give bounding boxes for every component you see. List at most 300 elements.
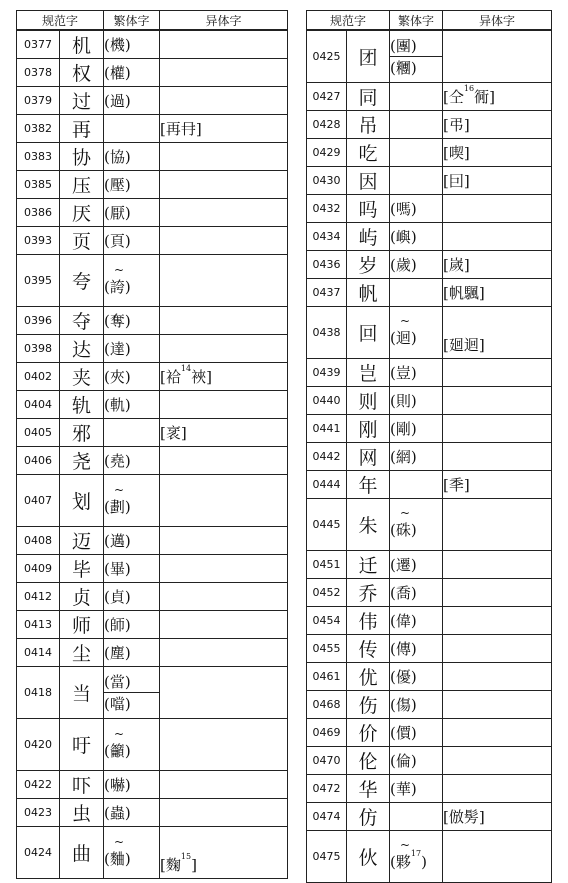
traditional-character: (傳) [390,639,417,658]
traditional-character: (奪) [104,312,131,330]
entry-number: 0444 [307,470,347,498]
traditional-character: (蟲) [104,804,131,822]
header-row [17,11,288,31]
table-row [307,358,552,386]
traditional-form [390,442,443,470]
traditional-form [390,414,443,442]
variant-form [160,827,288,879]
table-row [307,110,552,138]
variant-form [443,830,552,882]
traditional-character: (噹) [104,692,159,714]
entry-number: 0470 [307,746,347,774]
variant-characters: [囙] [443,171,470,190]
left-table-body [17,30,288,879]
entry-number: 0402 [17,363,60,391]
variant-form [443,690,552,718]
table-row [17,59,288,87]
entry-number: 0437 [307,278,347,306]
traditional-character: (軌) [104,396,131,414]
entry-number: 0422 [17,771,60,799]
traditional-form [390,222,443,250]
entry-number: 0441 [307,414,347,442]
variant-form [160,307,288,335]
table-row [307,802,552,830]
traditional-form [104,87,160,115]
table-row [17,199,288,227]
variant-suffix: ] [191,856,197,874]
table-row [17,827,288,879]
standard-character: 机 [60,30,104,59]
traditional-form [390,498,443,550]
standard-character: 贞 [60,583,104,611]
traditional-form [390,194,443,222]
variant-suffix: 裌] [191,368,212,386]
entry-number: 0393 [17,227,60,255]
traditional-character: (迴) [390,329,417,347]
traditional-form [104,363,160,391]
table-row [307,166,552,194]
footnote-number: 15 [180,852,192,861]
traditional-character: (則) [390,391,417,410]
traditional-form [104,771,160,799]
traditional-form [390,774,443,802]
entry-number: 0455 [307,634,347,662]
header-variant: 异体字 [160,11,288,31]
traditional-character: (堯) [104,452,131,470]
variant-form [160,583,288,611]
standard-character: 岂 [347,358,390,386]
variant-form [160,59,288,87]
traditional-form [104,199,160,227]
traditional-character: (達) [104,340,131,358]
table-row [307,662,552,690]
traditional-form [104,447,160,475]
traditional-character: (嶼) [390,227,417,246]
traditional-form [104,527,160,555]
table-row [17,611,288,639]
table-row [307,550,552,578]
table-row [307,30,552,82]
table-row [17,363,288,391]
variant-form [160,555,288,583]
traditional-form [104,227,160,255]
entry-number: 0406 [17,447,60,475]
variant-form [443,386,552,414]
traditional-form [104,799,160,827]
standard-character: 刚 [347,414,390,442]
entry-number: 0423 [17,799,60,827]
standard-character: 价 [347,718,390,746]
traditional-form [390,606,443,634]
table-row [307,498,552,550]
traditional-character: (厭) [104,204,131,222]
traditional-form [104,719,160,771]
variant-form [443,606,552,634]
variant-characters: [袷 [160,368,181,386]
traditional-character: (邁) [104,532,131,550]
traditional-form [390,82,443,110]
table-row [307,138,552,166]
standard-character: 夺 [60,307,104,335]
variant-form [160,87,288,115]
variant-form [160,771,288,799]
header-traditional: 繁体字 [390,11,443,31]
standard-character: 迈 [60,527,104,555]
table-row [17,143,288,171]
traditional-form [390,166,443,194]
variant-form [443,662,552,690]
entry-number: 0442 [307,442,347,470]
variant-form [443,30,552,82]
traditional-form [390,250,443,278]
variant-form [160,719,288,771]
traditional-form [390,386,443,414]
header-row [307,11,552,31]
variant-form [443,774,552,802]
standard-character: 压 [60,171,104,199]
variant-form [443,442,552,470]
variant-form [443,802,552,830]
variant-form [443,414,552,442]
traditional-form [104,611,160,639]
traditional-form [104,391,160,419]
variant-form [443,470,552,498]
variant-form [443,278,552,306]
traditional-character: (籲) [104,741,131,760]
variant-form [160,475,288,527]
entry-number: 0468 [307,690,347,718]
traditional-character: (塵) [104,644,131,662]
footnote-number: 16 [463,83,475,93]
entry-number: 0425 [307,30,347,82]
standard-character: 师 [60,611,104,639]
traditional-form [104,143,160,171]
entry-number: 0434 [307,222,347,250]
entry-number: 0445 [307,498,347,550]
traditional-form [390,830,443,882]
traditional-form [390,634,443,662]
variant-form [160,611,288,639]
traditional-character: (夾) [104,368,131,386]
traditional-character: (師) [104,616,131,634]
standard-character: 同 [347,82,390,110]
traditional-character: (協) [104,148,131,166]
entry-number: 0428 [307,110,347,138]
traditional-character: (華) [390,779,417,798]
traditional-form [104,419,160,447]
variant-form [443,718,552,746]
variant-form [160,335,288,363]
standard-character: 屿 [347,222,390,250]
table-row [17,30,288,59]
traditional-character: (嗎) [390,199,417,218]
traditional-form [390,30,443,82]
traditional-form [390,718,443,746]
standard-character: 仿 [347,802,390,830]
entry-number: 0409 [17,555,60,583]
standard-character: 传 [347,634,390,662]
entry-number: 0414 [17,639,60,667]
table-row [17,391,288,419]
entry-number: 0383 [17,143,60,171]
entry-number: 0377 [17,30,60,59]
traditional-character: (硃) [390,521,417,539]
standard-character: 过 [60,87,104,115]
standard-character: 迁 [347,550,390,578]
variant-form [160,30,288,59]
traditional-form [390,306,443,358]
variant-form [443,306,552,358]
variant-characters: [麴 [160,856,181,874]
standard-character: 吁 [60,719,104,771]
variant-characters: [倣髣] [443,807,485,826]
variant-form [160,419,288,447]
traditional-character: (嚇) [104,776,131,794]
entry-number: 0395 [17,255,60,307]
traditional-form [104,255,160,307]
variant-form [160,667,288,719]
standard-character: 毕 [60,555,104,583]
entry-number: 0420 [17,719,60,771]
table-row [17,115,288,143]
variant-form [443,250,552,278]
standard-character: 团 [347,30,390,82]
standard-character: 夹 [60,363,104,391]
traditional-form [390,690,443,718]
entry-number: 0413 [17,611,60,639]
right-table-body [307,30,552,882]
table-row [17,419,288,447]
standard-character: 再 [60,115,104,143]
traditional-character: (網) [390,447,417,466]
header-traditional: 繁体字 [104,11,160,31]
variant-form [443,82,552,110]
entry-number: 0404 [17,391,60,419]
table-row [307,442,552,470]
entry-number: 0440 [307,386,347,414]
standard-character: 权 [60,59,104,87]
entry-number: 0405 [17,419,60,447]
standard-character: 岁 [347,250,390,278]
entry-number: 0436 [307,250,347,278]
traditional-character: (團) [390,36,417,55]
traditional-form [104,59,160,87]
table-row [307,634,552,662]
traditional-character: (偉) [390,611,417,630]
tilde-mark: ~ [114,726,125,741]
table-row [17,335,288,363]
traditional-form [104,115,160,143]
traditional-character: (糰) [390,56,442,78]
entry-number: 0385 [17,171,60,199]
table-row [307,774,552,802]
traditional-form [104,30,160,59]
tilde-mark: ~ [114,262,125,277]
variant-form [160,199,288,227]
entry-number: 0382 [17,115,60,143]
traditional-form [104,555,160,583]
entry-number: 0418 [17,667,60,719]
table-row [307,606,552,634]
traditional-form [104,475,160,527]
entry-number: 0386 [17,199,60,227]
entry-number: 0472 [307,774,347,802]
entry-number: 0432 [307,194,347,222]
traditional-form [390,802,443,830]
table-row [17,475,288,527]
variant-form [160,391,288,419]
standard-character: 尧 [60,447,104,475]
traditional-form [104,639,160,667]
standard-character: 吗 [347,194,390,222]
entry-number: 0430 [307,166,347,194]
standard-character: 吃 [347,138,390,166]
table-row [17,799,288,827]
table-row [307,578,552,606]
standard-character: 回 [347,306,390,358]
traditional-character: (喬) [390,583,417,602]
variant-characters: [廻迴] [443,335,485,354]
variant-form [160,255,288,307]
variant-form [443,634,552,662]
standard-character: 伟 [347,606,390,634]
traditional-form [390,746,443,774]
variant-form [443,194,552,222]
traditional-character: (歲) [390,255,417,274]
table-row [17,667,288,719]
table-row [307,718,552,746]
tilde-mark: ~ [114,482,125,497]
variant-form [160,143,288,171]
variant-form [443,358,552,386]
traditional-character: (剛) [390,419,417,438]
traditional-form [104,171,160,199]
standard-character: 厌 [60,199,104,227]
standard-character: 朱 [347,498,390,550]
traditional-character: (畢) [104,560,131,578]
right-table [306,10,552,883]
left-table [16,10,288,879]
entry-number: 0454 [307,606,347,634]
standard-character: 优 [347,662,390,690]
standard-character: 网 [347,442,390,470]
table-row [17,771,288,799]
traditional-character: (機) [104,36,131,54]
traditional-form [104,583,160,611]
standard-character: 划 [60,475,104,527]
variant-form [443,222,552,250]
traditional-form [104,335,160,363]
traditional-form [390,278,443,306]
table-row [307,82,552,110]
traditional-character: (貞) [104,588,131,606]
variant-characters: [秊] [443,475,470,494]
table-row [17,87,288,115]
header-standard: 规范字 [307,11,390,31]
traditional-form [104,307,160,335]
table-row [17,527,288,555]
standard-character: 夸 [60,255,104,307]
variant-form [160,115,288,143]
traditional-suffix: ) [421,853,427,871]
standard-character: 邪 [60,419,104,447]
table-row [17,307,288,335]
standard-character: 年 [347,470,390,498]
traditional-form [390,662,443,690]
variant-suffix: 衕] [474,87,495,106]
variant-form [443,110,552,138]
variant-characters: [衺] [160,424,187,442]
standard-character: 轨 [60,391,104,419]
variant-form [160,639,288,667]
table-row [17,583,288,611]
entry-number: 0427 [307,82,347,110]
tilde-mark: ~ [400,506,411,520]
table-row [307,746,552,774]
entry-number: 0451 [307,550,347,578]
standard-character: 虫 [60,799,104,827]
table-row [307,222,552,250]
traditional-character: (遷) [390,555,417,574]
tilde-mark: ~ [114,834,125,849]
traditional-character: (豈) [390,363,417,382]
traditional-form [390,358,443,386]
table-row [17,255,288,307]
entry-number: 0379 [17,87,60,115]
variant-form [443,578,552,606]
header-standard: 规范字 [17,11,104,31]
traditional-character: (壓) [104,176,131,194]
entry-number: 0474 [307,802,347,830]
traditional-form [104,827,160,879]
entry-number: 0412 [17,583,60,611]
traditional-character: (傷) [390,695,417,714]
entry-number: 0461 [307,662,347,690]
table-row [307,250,552,278]
traditional-character: (過) [104,92,131,110]
table-row [307,690,552,718]
table-row [17,555,288,583]
variant-characters: [嵗] [443,255,470,274]
traditional-form [390,138,443,166]
variant-form [160,527,288,555]
variant-characters: [帆颿] [443,283,485,302]
entry-number: 0396 [17,307,60,335]
variant-form [443,746,552,774]
traditional-character: (麯) [104,849,131,868]
entry-number: 0469 [307,718,347,746]
standard-character: 协 [60,143,104,171]
table-row [307,386,552,414]
traditional-character: (優) [390,667,417,686]
variant-form [160,227,288,255]
header-variant: 异体字 [443,11,552,31]
standard-character: 页 [60,227,104,255]
table-row [17,171,288,199]
entry-number: 0439 [307,358,347,386]
footnote-number: 14 [180,364,192,373]
table-row [307,830,552,882]
traditional-character: (誇) [104,277,131,296]
table-row [307,306,552,358]
entry-number: 0407 [17,475,60,527]
variant-form [443,166,552,194]
table-row [307,414,552,442]
traditional-form [390,578,443,606]
variant-form [160,447,288,475]
traditional-form [390,470,443,498]
table-row [17,639,288,667]
